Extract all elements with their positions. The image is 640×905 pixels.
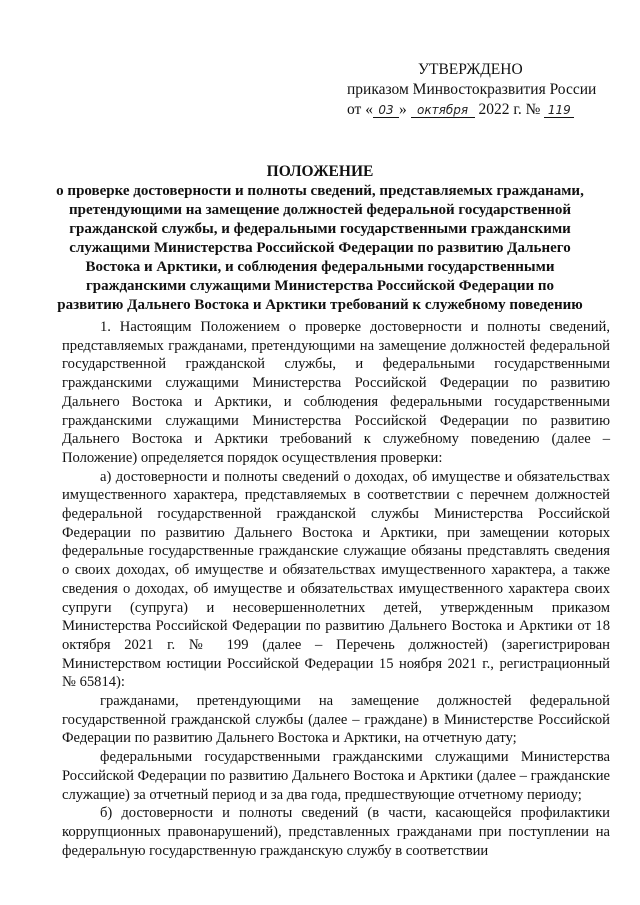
paragraph-citizens: гражданами, претендующими на замещение должностей федеральной государственной гражданской службы (далее – граждане) в Министерстве Российской Федерации по развитию Дальнего Востока и Арктики, на отчетную дату; [62,693,610,747]
approval-stamp [340,60,610,120]
paragraph-a: а) достоверности и полноты сведений о доходах, об имуществе и обязательствах имущественного характера, представляемых в соответствии с перечнем должностей федеральной государственной гражданской службы Министерства Российской Федерации по развитию Дальнего Востока и Арктики, при замещении которых федеральные государственные гражданские служащие обязаны представлять сведения о своих доходах, об имуществе и обязательствах имущественного характера, а также сведения о доходах, об имуществе и обязательствах имущественного характера своих супруги (супруга) и несовершеннолетних детей, утвержденным приказом Министерства Российской Федерации по развитию Дальнего Востока и Арктики от 18 октября 2021 г. № 199 (далее – Перечень должностей) (зарегистрирован Министерством юстиции Российской Федерации 15 ноября 2021 г., регистрационный № 65814): [62,468,610,691]
order-number-field [544,103,574,118]
order-number: 119 [547,103,571,117]
date-month-field [411,103,475,118]
approval-order-line: приказом Минвостокразвития России [347,81,597,98]
date-prefix: от « [347,101,373,118]
paragraph-civil-servants: федеральными государственными гражданскими служащими Министерства Российской Федерации по развитию Дальнего Востока и Арктики (далее – гражданские служащие) за отчетный период и за два года, предшествующие отчетному периоду; [62,749,610,803]
date-day-field [373,103,399,118]
paragraph-b: б) достоверности и полноты сведений (в части, касающейся профилактики коррупционных правонарушений), представленных гражданами при поступлении на федеральную государственную гражданскую службу в соответствии [62,805,610,859]
approval-date-line [340,100,610,120]
date-day: 03 [378,103,394,117]
date-mid: » [398,101,407,118]
approval-title: УТВЕРЖДЕНО [418,61,523,78]
document-body [62,318,610,860]
document-heading [55,162,585,315]
document-subtitle: о проверке достоверности и полноты сведений, представляемых гражданами, претендующими на замещение должностей федеральной государственной гражданской службы, и федеральными государственными гражданскими служащими Министерства Российской Федерации по развитию Дальнего Востока и Арктики, и соблюдения федеральными государственными гражданскими служащими Министерства Российской Федерации по развитию Дальнего Востока и Арктики требований к служебному поведению [56,183,584,313]
document-title: ПОЛОЖЕНИЕ [266,163,374,180]
date-month: октября [417,103,469,117]
date-year: 2022 г. № [478,101,541,118]
paragraph-1: 1. Настоящим Положением о проверке достоверности и полноты сведений, представляемых гражданами, претендующими на замещение должностей федеральной государственной гражданской службы, и федеральными государственными гражданскими служащими Министерства Российской Федерации по развитию Дальнего Востока и Арктики, и соблюдения федеральными государственными гражданскими служащими Министерства Российской Федерации по развитию Дальнего Востока и Арктики требований к служебному поведению (далее – Положение) определяется порядок осуществления проверки: [62,319,610,466]
